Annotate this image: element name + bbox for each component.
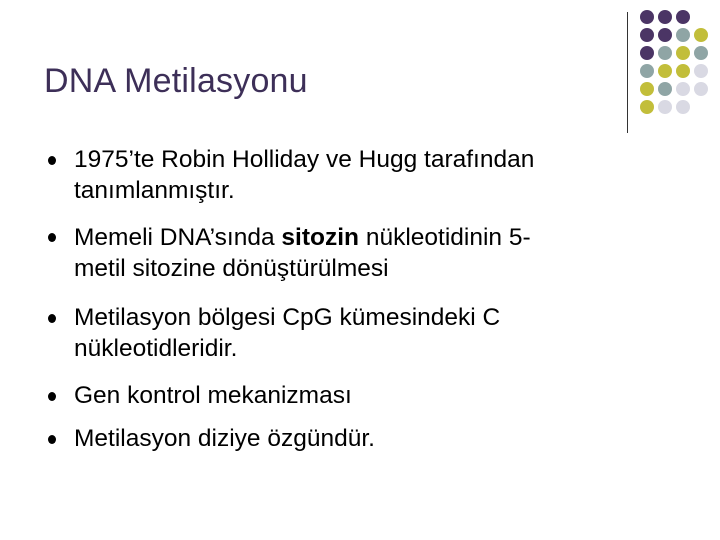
bullet-line: Metilasyon diziye özgündür. [74, 425, 375, 452]
dot [640, 100, 654, 114]
dot [640, 10, 654, 24]
dot [658, 64, 672, 78]
bullet-item [74, 380, 664, 411]
dot [658, 46, 672, 60]
dot [694, 64, 708, 78]
bullet-text-segment: Memeli DNA’sında [74, 224, 282, 251]
bullet-item [74, 423, 664, 454]
dot [676, 10, 690, 24]
dot [694, 28, 708, 42]
dot [694, 46, 708, 60]
dot [694, 82, 708, 96]
bullet-line: nükleotidleridir. [74, 335, 238, 362]
vertical-divider-line [627, 12, 628, 133]
dot [676, 100, 690, 114]
bullet-line: 1975’te Robin Holliday ve Hugg tarafından [74, 146, 535, 173]
bullet-line: tanımlanmıştır. [74, 177, 235, 204]
slide-title: DNA Metilasyonu [44, 62, 308, 100]
bullet-line: Gen kontrol mekanizması [74, 382, 352, 409]
dot [676, 82, 690, 96]
bullet-item [74, 222, 664, 284]
bullet-dot-icon [48, 233, 56, 242]
dot [658, 10, 672, 24]
dot [640, 28, 654, 42]
dot [658, 82, 672, 96]
dot [658, 28, 672, 42]
dot [640, 82, 654, 96]
bullet-dot-icon [48, 156, 56, 165]
bullet-dot-icon [48, 435, 56, 444]
dot [676, 46, 690, 60]
bullet-item [74, 144, 664, 206]
dot [676, 28, 690, 42]
bullet-text-segment: nükleotidinin 5- [359, 224, 531, 251]
bullet-dot-icon [48, 314, 56, 323]
bullet-item [74, 302, 664, 364]
bullet-dot-icon [48, 392, 56, 401]
dot [640, 46, 654, 60]
dot [658, 100, 672, 114]
dot [640, 64, 654, 78]
bullet-line: Metilasyon bölgesi CpG kümesindeki C [74, 304, 501, 331]
dot [676, 64, 690, 78]
bullet-line: metil sitozine dönüştürülmesi [74, 255, 389, 282]
bold-term: sitozin [281, 224, 360, 251]
bullet-line [74, 222, 664, 253]
